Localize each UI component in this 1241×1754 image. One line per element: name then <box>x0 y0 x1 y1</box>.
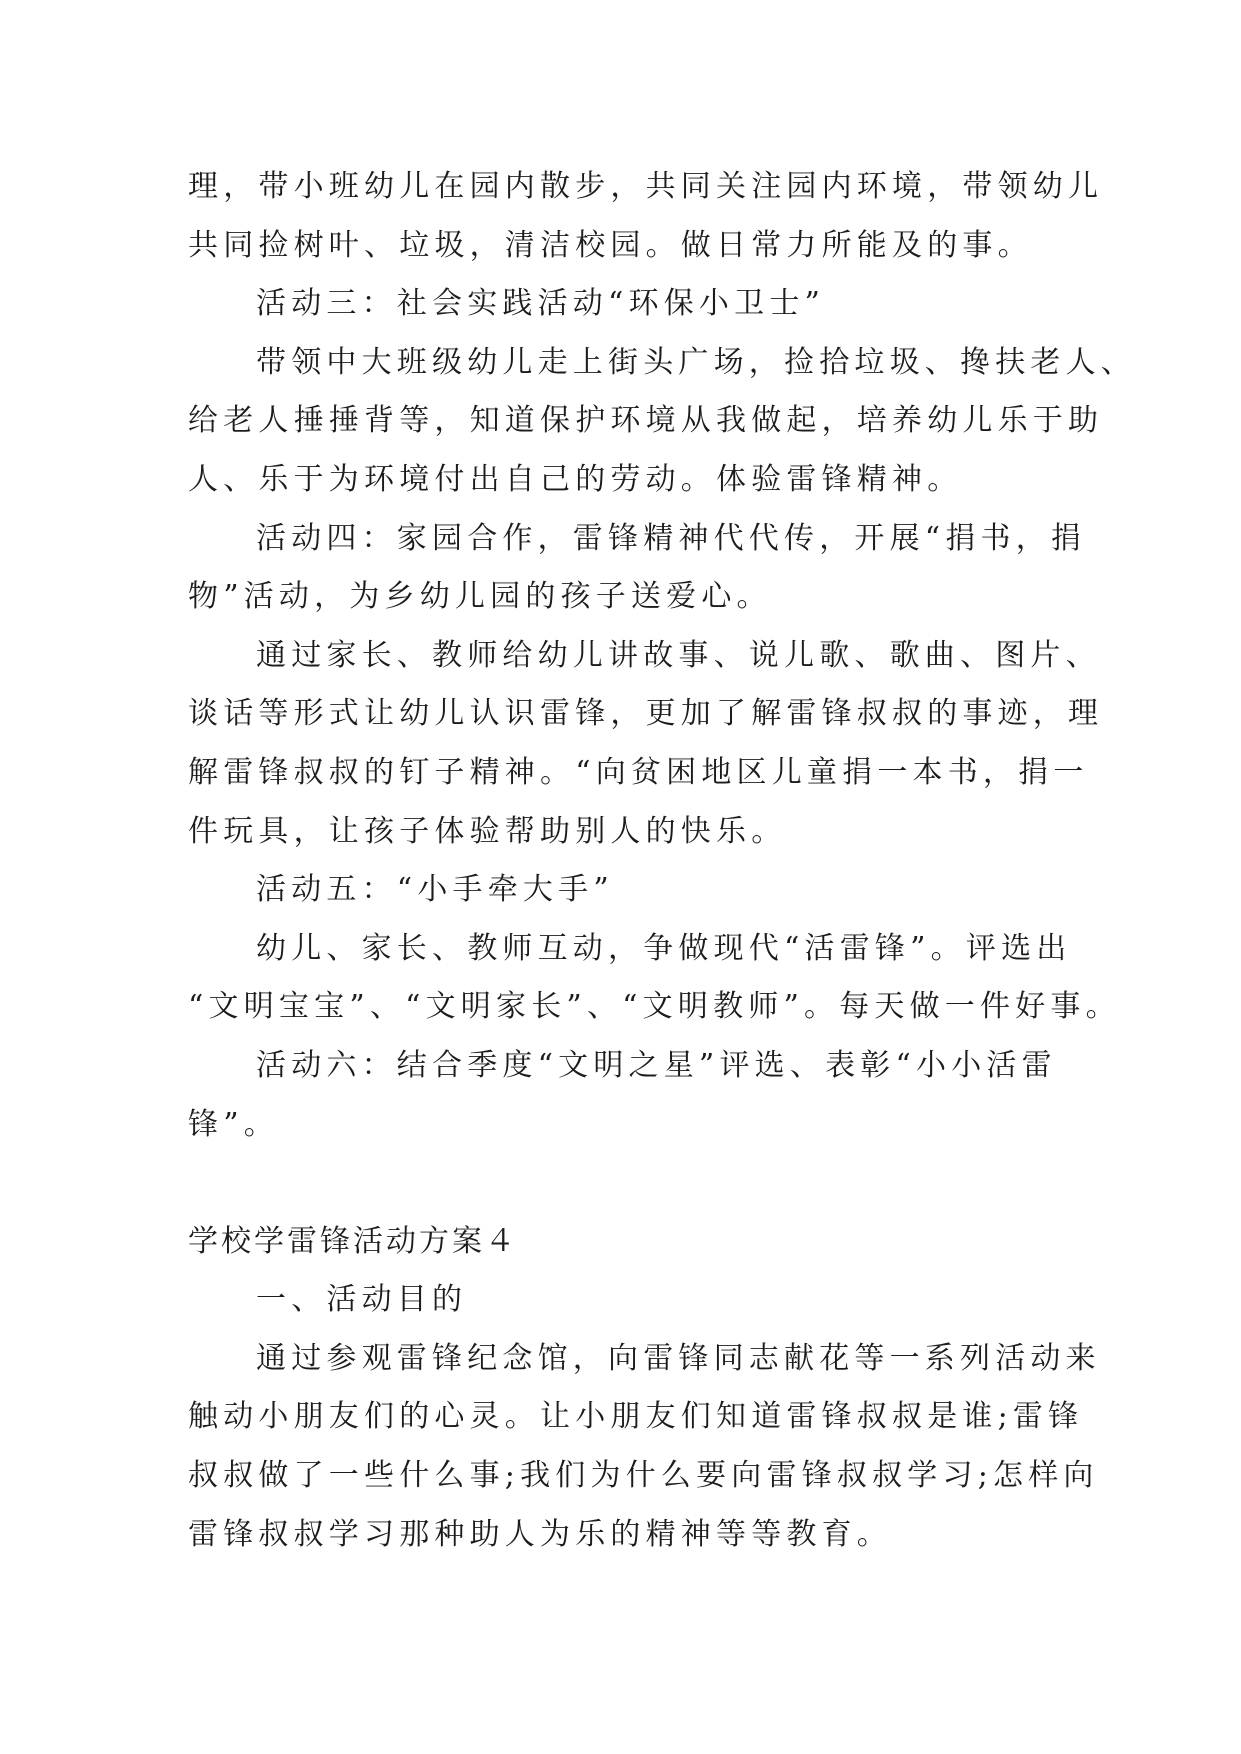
paragraph-line: 给老人捶捶背等，知道保护环境从我做起，培养幼儿乐于助 <box>188 403 1104 439</box>
activity-heading: 活动三：社会实践活动“环保小卫士” <box>256 286 826 322</box>
paragraph-line: 叔叔做了一些什么事;我们为什么要向雷锋叔叔学习;怎样向 <box>188 1458 1099 1494</box>
paragraph-line: 解雷锋叔叔的钉子精神。“向贫困地区儿童捐一本书，捐一 <box>188 754 1089 790</box>
paragraph-line: 幼儿、家长、教师互动，争做现代“活雷锋”。评选出 <box>256 930 1072 966</box>
paragraph-line: 通过家长、教师给幼儿讲故事、说儿歌、歌曲、图片、 <box>256 637 1101 673</box>
paragraph-line: 件玩具，让孩子体验帮助别人的快乐。 <box>188 813 787 849</box>
paragraph-line: 通过参观雷锋纪念馆，向雷锋同志献花等一系列活动来 <box>256 1340 1101 1376</box>
paragraph-line: 雷锋叔叔学习那种助人为乐的精神等等教育。 <box>188 1516 892 1552</box>
paragraph-line: 人、乐于为环境付出自己的劳动。体验雷锋精神。 <box>188 461 963 497</box>
subsection-heading: 一、活动目的 <box>256 1282 468 1318</box>
activity-heading: 活动五：“小手牵大手” <box>256 872 614 908</box>
section-title: 学校学雷锋活动方案４ <box>188 1223 518 1259</box>
paragraph-line: 锋”。 <box>188 1106 279 1142</box>
paragraph-line: 带领中大班级幼儿走上街头广场，捡拾垃圾、搀扶老人、 <box>256 344 1136 380</box>
document-body <box>188 158 1136 1564</box>
paragraph-line: 谈话等形式让幼儿认识雷锋，更加了解雷锋叔叔的事迹，理 <box>188 696 1104 732</box>
paragraph-line: “文明宝宝”、“文明家长”、“文明教师”。每天做一件好事。 <box>188 989 1121 1025</box>
section-gap <box>188 1154 1070 1213</box>
paragraph-line: 触动小朋友们的心灵。让小朋友们知道雷锋叔叔是谁;雷锋 <box>188 1399 1084 1435</box>
paragraph-line: 共同捡树叶、垃圾，清洁校园。做日常力所能及的事。 <box>188 227 1033 263</box>
paragraph-line: 活动六：结合季度“文明之星”评选、表彰“小小活雷 <box>256 1047 1057 1083</box>
paragraph-line: 物”活动，为乡幼儿园的孩子送爱心。 <box>188 579 772 615</box>
paragraph-line: 理，带小班幼儿在园内散步，共同关注园内环境，带领幼儿 <box>188 169 1104 204</box>
paragraph-line: 活动四：家园合作，雷锋精神代代传，开展“捐书，捐 <box>256 520 1087 556</box>
